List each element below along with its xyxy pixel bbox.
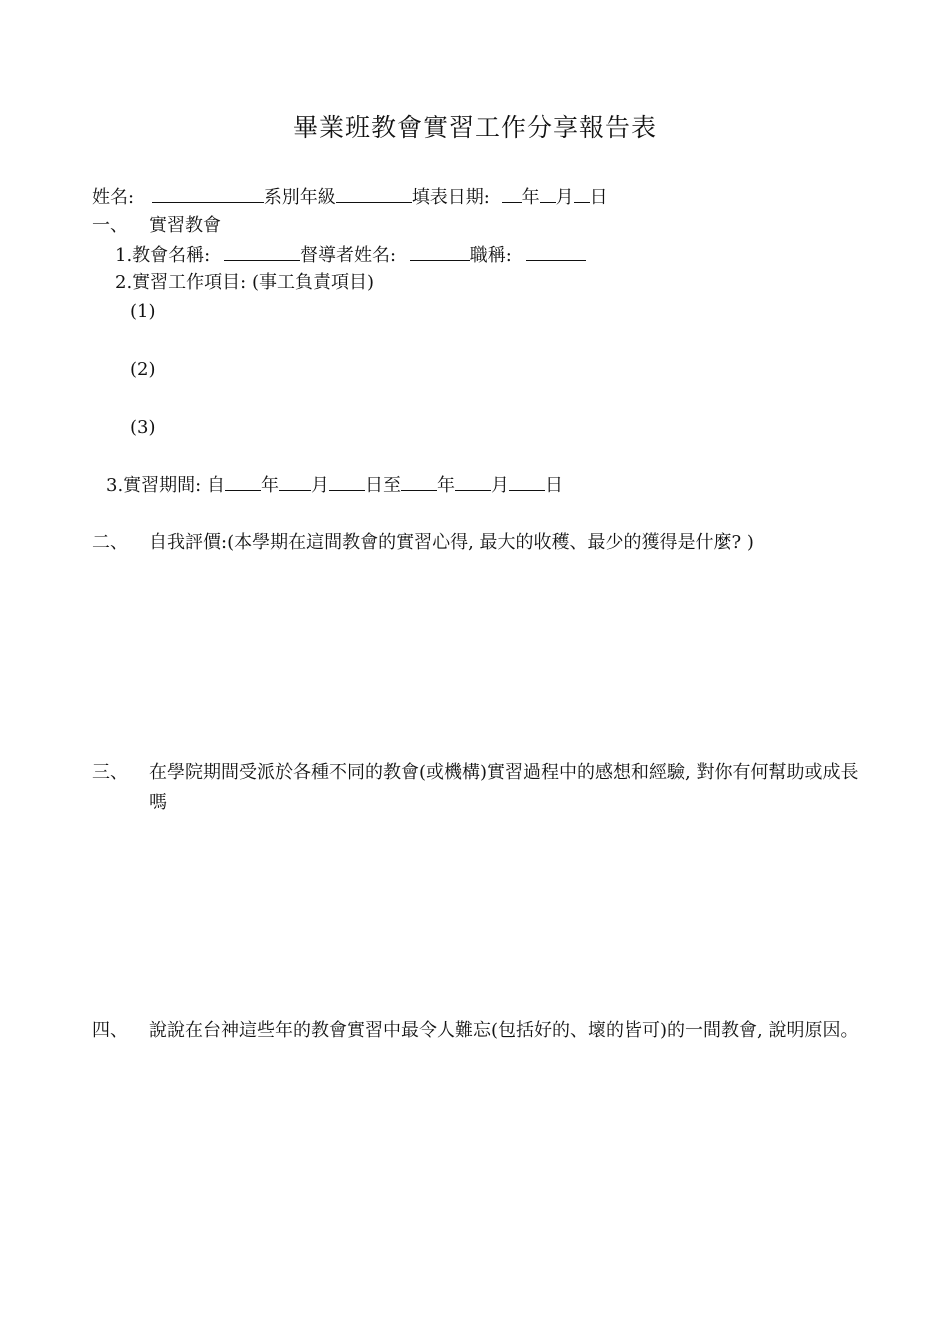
job-title-label: 職稱: [469, 245, 512, 266]
period-month2-label: 月 [490, 475, 509, 496]
section4-number: 四、 [92, 1020, 128, 1041]
section1-number: 一、 [92, 215, 128, 236]
period-start-year-blank[interactable] [225, 472, 261, 491]
period-end-year-blank[interactable] [401, 472, 437, 491]
church-name-label: 1.教會名稱: [115, 245, 211, 266]
month-label: 月 [555, 187, 574, 208]
work-items-label: 2.實習工作項目: (事工負責項目) [115, 272, 375, 293]
period-year2-label: 年 [436, 475, 455, 496]
period-row [106, 472, 563, 498]
month-blank[interactable] [540, 184, 556, 203]
period-start-month-blank[interactable] [279, 472, 311, 491]
section3-number: 三、 [92, 762, 128, 783]
supervisor-blank[interactable] [410, 242, 470, 261]
period-end-day-blank[interactable] [509, 472, 545, 491]
dept-label: 系別年級 [263, 187, 336, 208]
form-title: 畢業班教會實習工作分享報告表 [292, 113, 657, 142]
period-label: 3.實習期間: 自 [106, 475, 225, 496]
section4-text: 說說在台神這些年的教會實習中最令人難忘(包括好的、壞的皆可)的一間教會, 說明原因。 [149, 1020, 859, 1041]
section3-text: 在學院期間受派於各種不同的教會(或機構)實習過程中的感想和經驗, 對你有何幫助或成長嗎 [149, 762, 859, 813]
church-name-blank[interactable] [224, 242, 300, 261]
dept-blank[interactable] [336, 184, 412, 203]
day-blank[interactable] [574, 184, 590, 203]
date-label: 填表日期: [411, 187, 490, 208]
name-blank[interactable] [152, 184, 264, 203]
job-title-blank[interactable] [526, 242, 586, 261]
work-item-1: (1) [130, 301, 156, 322]
period-end-month-blank[interactable] [455, 472, 491, 491]
work-item-2: (2) [130, 359, 156, 380]
header-row [92, 184, 608, 210]
supervisor-label: 督導者姓名: [299, 245, 397, 266]
section2-text: 自我評價:(本學期在這間教會的實習心得, 最大的收穫、最少的獲得是什麼? ) [149, 532, 754, 553]
period-day2-label: 日 [544, 475, 563, 496]
period-month-label: 月 [310, 475, 329, 496]
section2-number: 二、 [92, 532, 128, 553]
period-day-to-label: 日至 [364, 475, 401, 496]
name-label: 姓名: [92, 187, 135, 208]
period-start-day-blank[interactable] [329, 472, 365, 491]
year-blank[interactable] [502, 184, 522, 203]
year-label: 年 [521, 187, 540, 208]
day-label: 日 [589, 187, 608, 208]
work-item-3: (3) [130, 417, 156, 438]
period-year-label: 年 [260, 475, 279, 496]
section1-heading: 實習教會 [149, 215, 221, 236]
church-info-row [115, 242, 586, 268]
